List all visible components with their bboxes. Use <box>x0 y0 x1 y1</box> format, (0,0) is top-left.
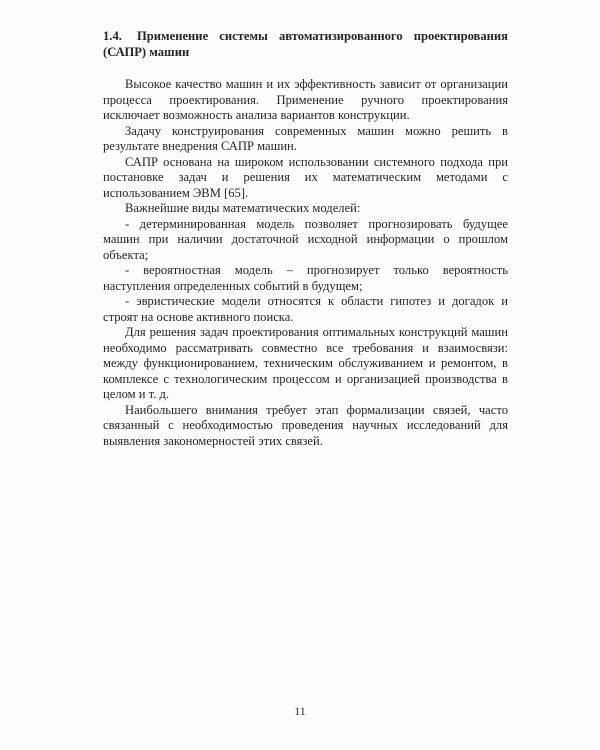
page-number: 11 <box>294 704 306 718</box>
paragraph-9: Наибольшего внимания требует этап формализации связей, часто связанный с необходимостью проведения научных исследований для выявления закономерностей этих связей. <box>103 402 508 448</box>
list-item-probabilistic-model: - вероятностная модель – прогнозирует только вероятность наступления определенных событий в будущем; <box>103 263 508 293</box>
section-title: Применение системы автоматизированного проектирования (САПР) машин <box>103 29 508 59</box>
section-number: 1.4. <box>103 29 122 43</box>
list-item-deterministic-model: - детерминированная модель позволяет прогнозировать будущее машин при наличии достаточной исходной информации о прошлом объекта; <box>103 216 508 262</box>
section-heading <box>103 29 508 60</box>
paragraph-4: Важнейшие виды математических моделей: <box>125 201 361 215</box>
paragraph-8: Для решения задач проектирования оптимальных конструкций машин необходимо рассматривать совместно все требования и взаимосвязи: между функционированием, техническим обслуживанием и ремонтом, в комплексе с технологическим процессом и организацией производства в целом и т. д. <box>103 325 508 401</box>
paragraph-1: Высокое качество машин и их эффективность зависит от организации процесса проектирования. Применение ручного проектирования исключает возможность анализа вариантов конструкции. <box>103 77 508 122</box>
paragraph-2: Задачу конструирования современных машин можно решить в результате внедрения САПР машин. <box>103 123 508 153</box>
paragraph-3: САПР основана на широком использовании системного подхода при постановке задач и решения их математическим методами с использованием ЭВМ [65]. <box>103 154 508 200</box>
list-item-heuristic-model: - эвристические модели относятся к области гипотез и догадок и строят на основе активного поиска. <box>103 294 508 324</box>
page-content <box>103 29 508 449</box>
